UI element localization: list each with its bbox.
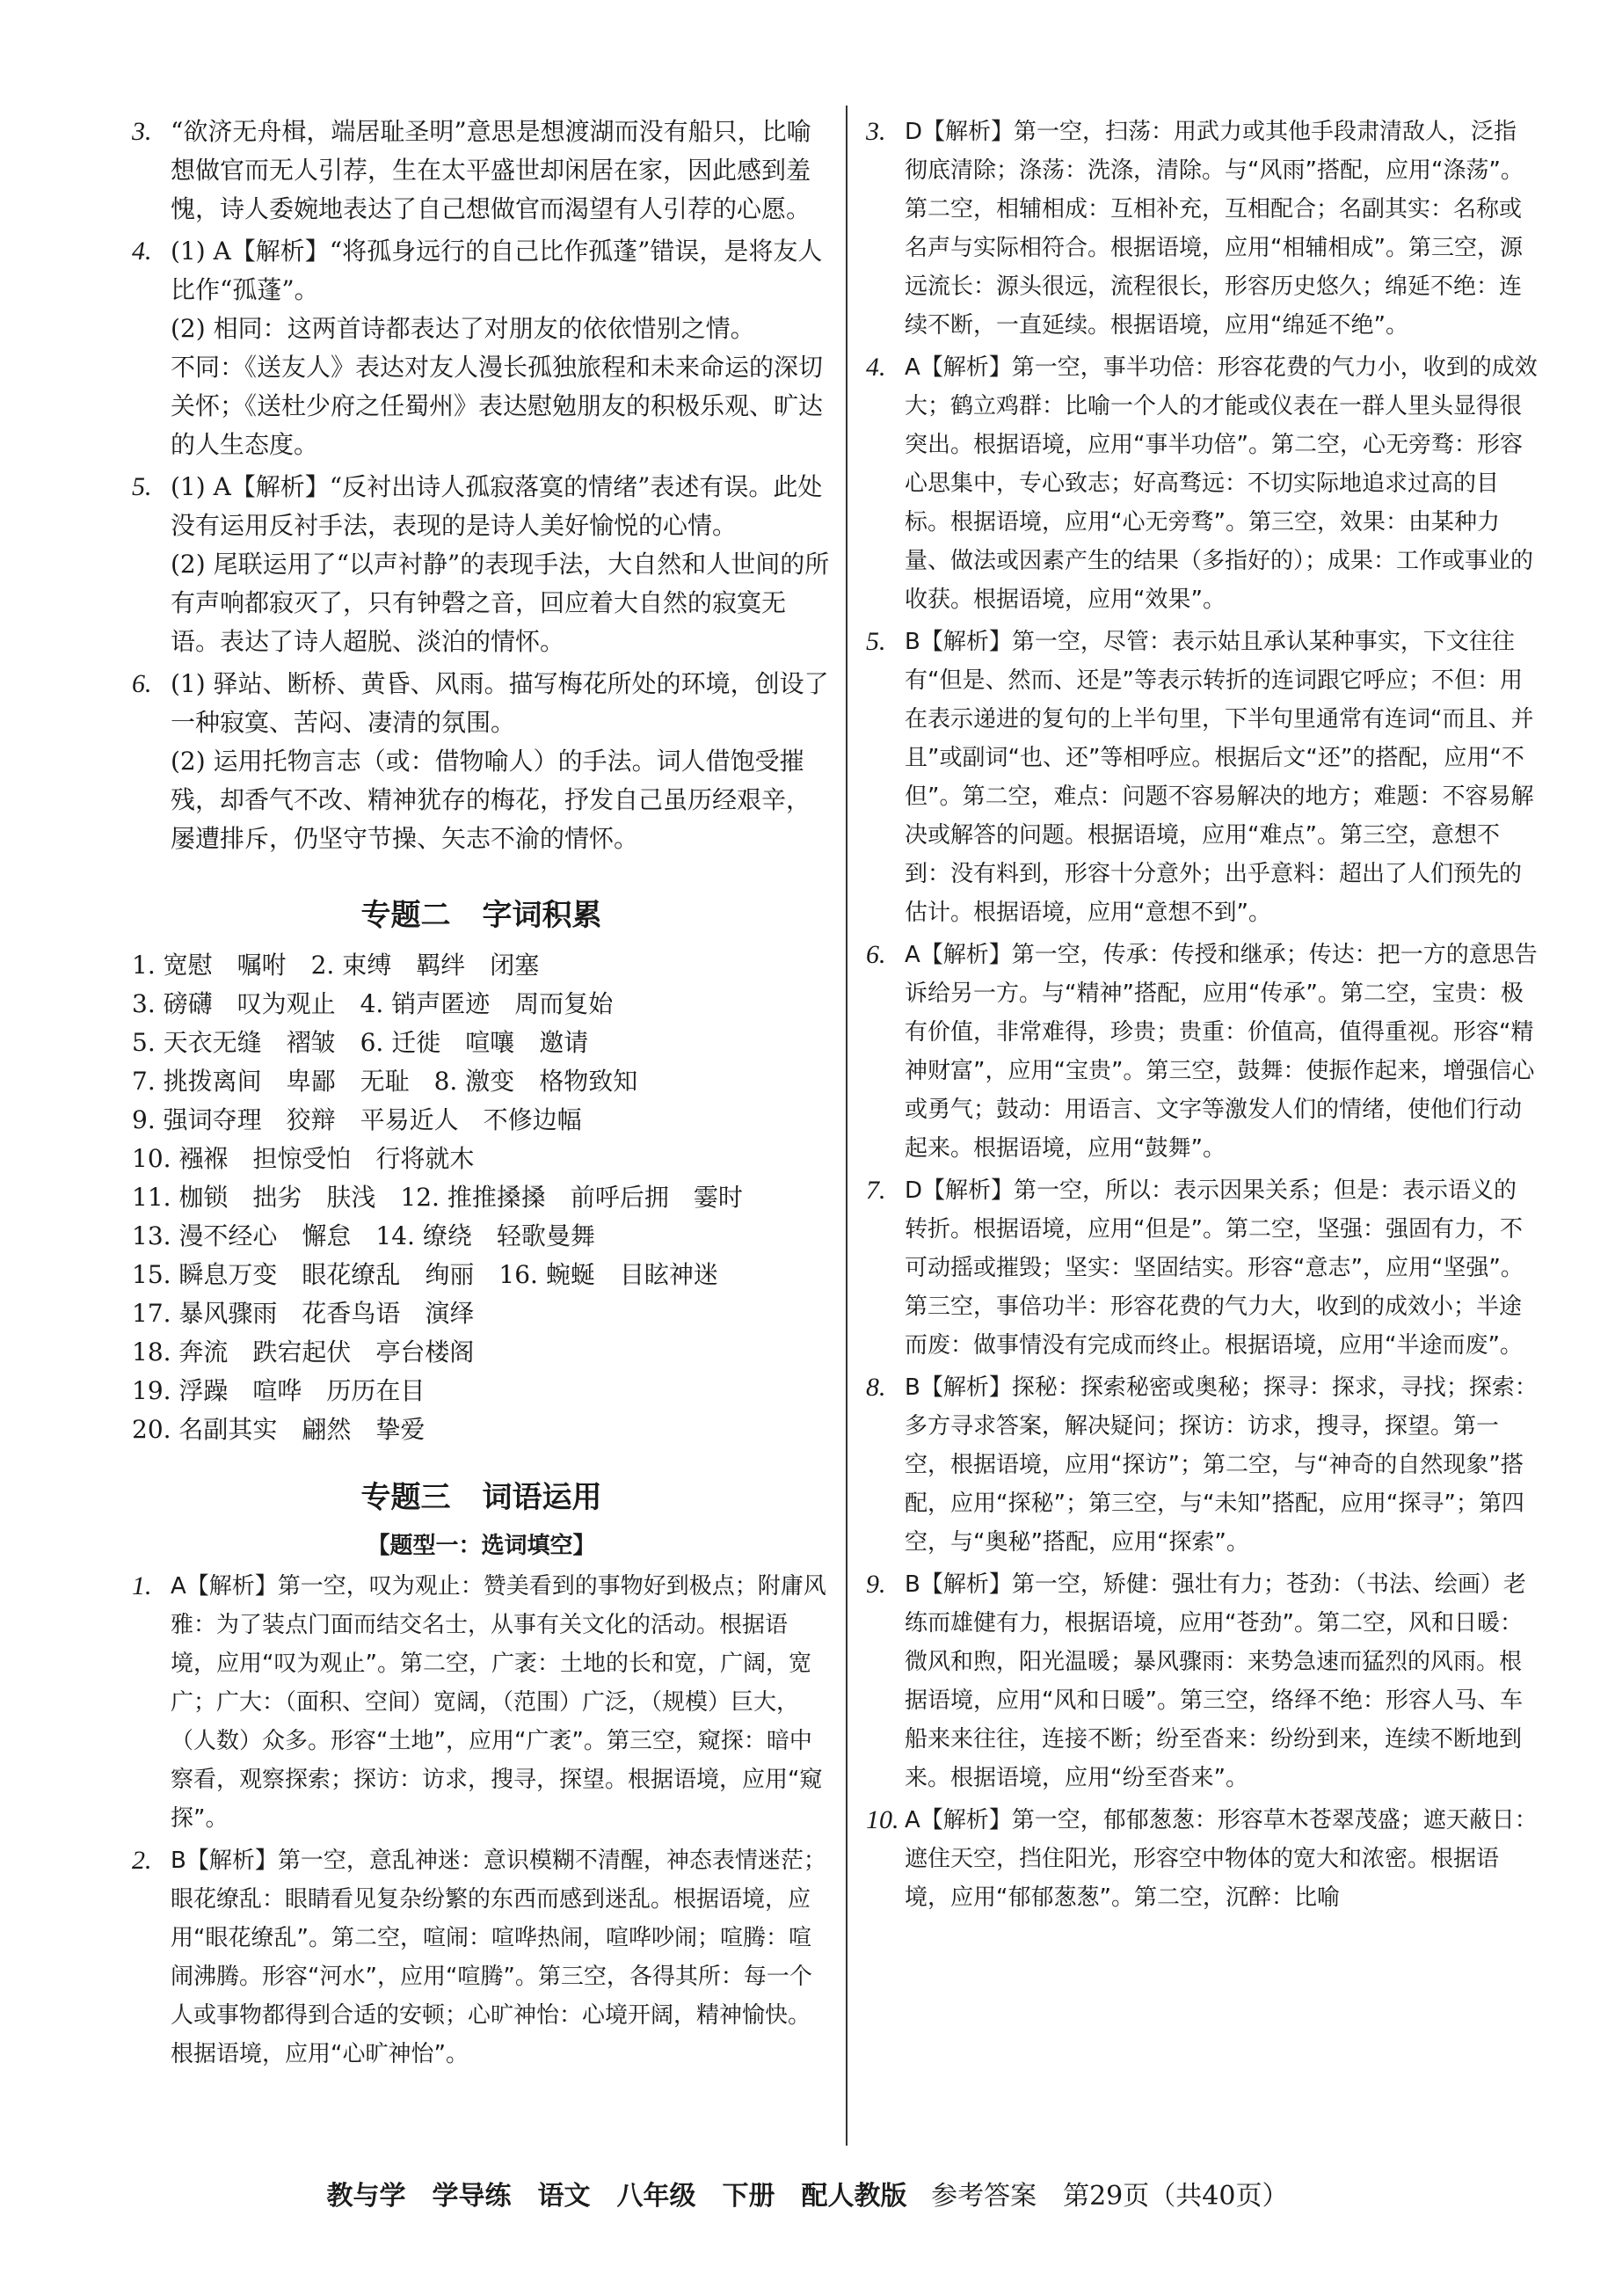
- word-list-row: 5. 天衣无缝 褶皱 6. 迁徙 喧嚷 邀请: [132, 1028, 589, 1057]
- answer-subpart: 不同：《送友人》表达对友人漫长孤独旅程和未来命运的深切关怀；《送杜少府之任蜀州》表达慰勉朋友的积极乐观、旷达的人生态度。: [171, 353, 824, 459]
- question-type-label: 【题型一：选词填空】: [367, 1533, 596, 1559]
- word-list-row: 20. 名副其实 翩然 挚爱: [132, 1415, 426, 1444]
- word-list-row: 13. 漫不经心 懈怠 14. 缭绕 轻歌曼舞: [132, 1221, 595, 1250]
- answer-text: B【解析】探秘：探索秘密或奥秘；探寻：探求，寻找；探索：多方寻求答案，解决疑问；探访：访求，搜寻，探望。第一空，根据语境，应用“探访”；第二空，与“神奇的自然现象”搭配，应用“探秘”；第三空，与“未知”搭配，应用“探寻”；第四空，与“奥秘”搭配，应用“探索”。: [905, 1374, 1538, 1556]
- answer-number: 2.: [132, 1846, 152, 1875]
- answer-number: 3.: [132, 117, 152, 146]
- answer-item: [132, 665, 831, 858]
- word-list-row: 9. 强词夺理 狡辩 平易近人 不修边幅: [132, 1105, 582, 1134]
- answer-item: [132, 1841, 831, 2074]
- answer-item: [866, 623, 1539, 932]
- word-list-row: 10. 襁褓 担惊受怕 行将就木: [132, 1144, 475, 1173]
- answer-text: B【解析】第一空，意乱神迷：意识模糊不清醒，神态表情迷茫；眼花缭乱：眼睛看见复杂纷繁的东西而感到迷乱。根据语境，应用“眼花缭乱”。第二空，喧闹：喧哗热闹，喧哗吵闹；喧腾：喧闹沸腾。形容“河水”，应用“喧腾”。第三空，各得其所：每一个人或事物都得到合适的安顿；心旷神怡：心境开阔，精神愉快。根据语境，应用“心旷神怡”。: [171, 1848, 826, 2067]
- answer-text: (1) 驿站、断桥、黄昏、风雨。描写梅花所处的环境，创设了一种寂寞、苦闷、凄清的氛围。: [171, 669, 829, 737]
- answer-item: [866, 936, 1539, 1168]
- answer-item: [132, 232, 831, 464]
- answer-number: 6.: [866, 940, 886, 969]
- answer-text: (1) A【解析】“将孤身远行的自己比作孤蓬”错误，是将友人比作“孤蓬”。: [171, 237, 823, 304]
- answer-item: [866, 1801, 1539, 1917]
- left-column: [132, 113, 831, 2077]
- answer-number: 5.: [866, 627, 886, 656]
- section-name: 字词积累: [482, 898, 602, 933]
- answer-text: “欲济无舟楫，端居耻圣明”意思是想渡湖而没有船只，比喻想做官而无人引荐，生在太平盛世却闲居在家，因此感到羞愧，诗人委婉地表达了自己想做官而渴望有人引荐的心愿。: [171, 117, 811, 223]
- answer-text: D【解析】第一空，扫荡：用武力或其他手段肃清敌人，泛指彻底清除；涤荡：洗涤，清除。与“风雨”搭配，应用“涤荡”。第二空，相辅相成：互相补充，互相配合；名副其实：名称或名声与实际相符合。根据语境，应用“相辅相成”。第三空，源远流长：源头很远，流程很长，形容历史悠久；绵延不绝：连续不断，一直延续。根据语境，应用“绵延不绝”。: [905, 119, 1524, 339]
- answer-item: [132, 113, 831, 229]
- section-number: 专题三: [360, 1480, 451, 1515]
- right-column: [866, 113, 1539, 1921]
- answer-subpart: (2) 运用托物言志（或：借物喻人）的手法。词人借饱受摧残，却香气不改、精神犹存的梅花，抒发自己虽历经艰辛，屡遭排斥，仍坚守节操、矢志不渝的情怀。: [171, 747, 811, 853]
- answer-subpart: (2) 相同：这两首诗都表达了对朋友的依依惜别之情。: [171, 314, 755, 343]
- answer-number: 7.: [866, 1176, 886, 1205]
- answer-text: A【解析】第一空，郁郁葱葱：形容草木苍翠茂盛；遮天蔽日：遮住天空，挡住阳光，形容空中物体的宽大和浓密。根据语境，应用“郁郁葱葱”。第二空，沉醉：比喻: [905, 1807, 1538, 1911]
- answer-subpart: (2) 尾联运用了“以声衬静”的表现手法，大自然和人世间的所有声响都寂灭了，只有钟磬之音，回应着大自然的寂寞无语。表达了诗人超脱、淡泊的情怀。: [171, 550, 830, 656]
- word-list-row: 11. 枷锁 拙劣 肤浅 12. 推推搡搡 前呼后拥 霎时: [132, 1183, 743, 1212]
- word-list-row: 18. 奔流 跌宕起伏 亭台楼阁: [132, 1338, 475, 1367]
- section-title-zhuanti3: [132, 1476, 831, 1520]
- answer-text: A【解析】第一空，事半功倍：形容花费的气力小，收到的成效大；鹤立鸡群：比喻一个人的才能或仪表在一群人里头显得很突出。根据语境，应用“事半功倍”。第二空，心无旁骛：形容心思集中，专心致志；好高骛远：不切实际地追求过高的目标。根据语境，应用“心无旁骛”。第三空，效果：由某种力量、做法或因素产生的结果（多指好的）；成果：工作或事业的收获。根据语境，应用“效果”。: [905, 354, 1538, 613]
- answer-text: A【解析】第一空，叹为观止：赞美看到的事物好到极点；附庸风雅：为了装点门面而结交名士，从事有关文化的活动。根据语境，应用“叹为观止”。第二空，广袤：土地的长和宽，广阔，宽广；广大：（面积、空间）宽阔，（范围）广泛，（规模）巨大，（人数）众多。形容“土地”，应用“广袤”。第三空，窥探：暗中察看，观察探索；探访：访求，搜寻，探望。根据语境，应用“窥探”。: [171, 1573, 826, 1832]
- answer-text: A【解析】第一空，传承：传授和继承；传达：把一方的意思告诉给另一方。与“精神”搭配，应用“传承”。第二空，宝贵：极有价值，非常难得，珍贵；贵重：价值高，值得重视。形容“精神财富”，应用“宝贵”。第三空，鼓舞：使振作起来，增强信心或勇气；鼓动：用语言、文字等激发人们的情绪，使他们行动起来。根据语境，应用“鼓舞”。: [905, 942, 1538, 1162]
- word-list-row: 15. 瞬息万变 眼花缭乱 绚丽 16. 蜿蜒 目眩神迷: [132, 1260, 718, 1289]
- footer-brand: 教与学 学导练 语文 八年级 下册 配人教版: [326, 2181, 907, 2212]
- answer-item: [132, 1567, 831, 1838]
- answer-number: 5.: [132, 472, 152, 501]
- footer-page: 参考答案 第29页（共40页）: [931, 2181, 1289, 2212]
- answer-text: B【解析】第一空，尽管：表示姑且承认某种事实，下文往往有“但是、然而、还是”等表示转折的连词跟它呼应；不但：用在表示递进的复句的上半句里，下半句里通常有连词“而且、并且”或副词“也、还”等相呼应。根据后文“还”的搭配，应用“不但”。第二空，难点：问题不容易解决的地方；难题：不容易解决或解答的问题。根据语境，应用“难点”。第三空，意想不到：没有料到，形容十分意外；出乎意料：超出了人们预先的估计。根据语境，应用“意想不到”。: [905, 629, 1534, 926]
- answer-item: [866, 1368, 1539, 1562]
- answer-number: 1.: [132, 1571, 152, 1600]
- answer-item: [132, 468, 831, 661]
- answer-text: D【解析】第一空，所以：表示因果关系；但是：表示语义的转折。根据语境，应用“但是”。第二空，坚强：强固有力，不可动摇或摧毁；坚实：坚固结实。形容“意志”，应用“坚强”。第三空，事倍功半：形容花费的气力大，收到的成效小；半途而废：做事情没有完成而终止。根据语境，应用“半途而废”。: [905, 1177, 1524, 1359]
- section-title-zhuanti2: [132, 893, 831, 937]
- word-list-row: 17. 暴风骤雨 花香鸟语 演绎: [132, 1299, 475, 1328]
- column-divider: [846, 106, 848, 2146]
- word-list-row: 7. 挑拨离间 卑鄙 无耻 8. 激变 格物致知: [132, 1067, 638, 1096]
- answer-text: (1) A【解析】“反衬出诗人孤寂落寞的情绪”表述有误。此处没有运用反衬手法，表现的是诗人美好愉悦的心情。: [171, 472, 823, 540]
- answer-number: 10.: [866, 1805, 899, 1834]
- section-name: 词语运用: [482, 1480, 602, 1515]
- word-list-row: 1. 宽慰 嘱咐 2. 束缚 羁绊 闭塞: [132, 951, 540, 980]
- answer-number: 8.: [866, 1373, 886, 1402]
- answer-number: 4.: [866, 353, 886, 382]
- answer-number: 3.: [866, 117, 886, 146]
- word-list-row: 3. 磅礴 叹为观止 4. 销声匿迹 周而复始: [132, 989, 614, 1018]
- word-list-row: 19. 浮躁 喧哗 历历在目: [132, 1376, 426, 1405]
- answer-item: [866, 113, 1539, 345]
- page-footer: [0, 2174, 1615, 2212]
- answer-number: 6.: [132, 669, 152, 698]
- answer-text: B【解析】第一空，矫健：强壮有力；苍劲：（书法、绘画）老练而雄健有力，根据语境，应用“苍劲”。第二空，风和日暖：微风和煦，阳光温暖；暴风骤雨：来势急速而猛烈的风雨。根据语境，应用“风和日暖”。第三空，络绎不绝：形容人马、车船来来往往，连接不断；纷至沓来：纷纷到来，连续不断地到来。根据语境，应用“纷至沓来”。: [905, 1571, 1526, 1791]
- answer-number: 4.: [132, 237, 152, 266]
- answer-item: [866, 348, 1539, 619]
- answer-item: [866, 1565, 1539, 1797]
- answer-item: [866, 1171, 1539, 1365]
- answer-number: 9.: [866, 1570, 886, 1599]
- section-number: 专题二: [360, 898, 451, 933]
